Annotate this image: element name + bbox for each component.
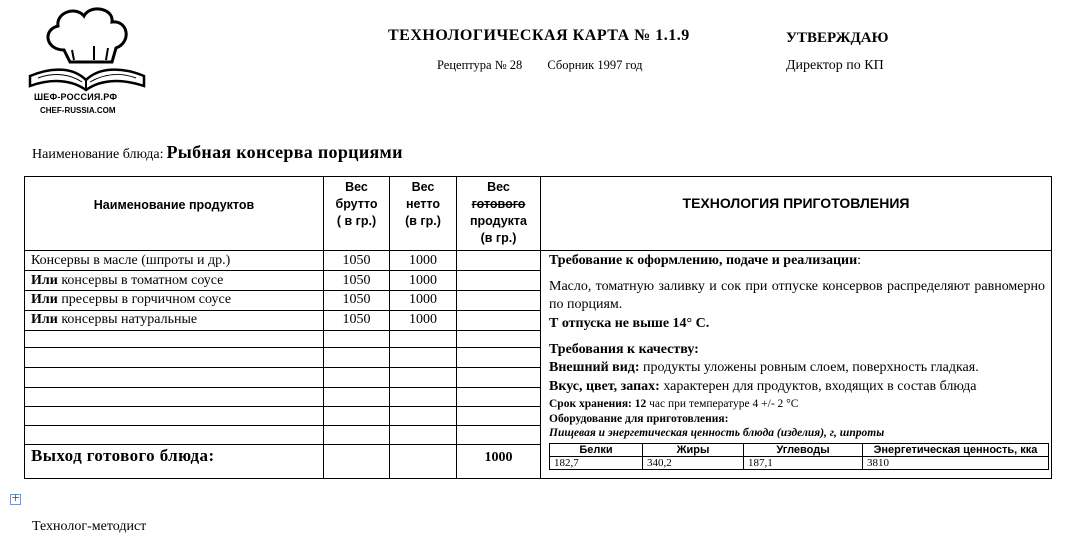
appearance-text: продукты уложены ровным слоем, поверхность гладкая. (639, 360, 979, 375)
document-title: ТЕХНОЛОГИЧЕСКАЯ КАРТА № 1.1.9 (388, 27, 690, 44)
col-ready-line1: Вес (487, 180, 510, 194)
col-netto-line2: нетто (405, 197, 441, 211)
col-brutto-line2: брутто (335, 197, 378, 211)
recipe-source (437, 58, 665, 73)
nutrition-energy-header: Энергетическая ценность, кка (863, 444, 1049, 457)
taste-label: Вкус, цвет, запах: (549, 379, 660, 394)
taste-text: характерен для продуктов, входящих в состав блюда (659, 379, 977, 394)
serving-title-text: Требование к оформлению, подаче и реализации (549, 253, 858, 268)
nutrition-table (549, 443, 1049, 470)
nutrition-values-row (550, 457, 1049, 470)
nutrition-protein-header: Белки (550, 444, 643, 457)
table-row-product-4 (31, 311, 197, 329)
quality-title: Требования к качеству: (549, 342, 699, 357)
storage-label: Срок хранения: 12 (549, 398, 647, 410)
row-prefix: Или (31, 312, 58, 327)
table-row-product-1 (31, 252, 230, 270)
col-product-header: Наименование продуктов (93, 198, 255, 212)
appearance-label: Внешний вид: (549, 360, 640, 375)
logo-site-com: CHEF-RUSSIA.COM (40, 106, 116, 115)
storage-text: час при температуре 4 +/- 2 °С (646, 398, 799, 410)
row-product-text: пресервы в горчичном соусе (57, 292, 232, 307)
nutrition-title: Пищевая и энергетическая ценность блюда (изделия), г, шпроты (549, 427, 885, 439)
approve-label: УТВЕРЖДАЮ (786, 30, 889, 46)
equipment-line: Оборудование для приготовления: (549, 413, 729, 425)
serving-requirements-title (549, 252, 1045, 270)
dish-line (32, 142, 403, 163)
col-brutto-line3: ( в гр.) (336, 214, 377, 228)
chef-russia-logo (24, 6, 148, 118)
row-2-brutto: 1050 (342, 273, 371, 288)
logo-site-ru: ШЕФ-РОССИЯ.РФ (34, 92, 118, 102)
table-row-product-3 (31, 291, 231, 309)
row-product-text: Консервы в масле (шпроты и др.) (31, 253, 231, 268)
chef-hat-book-icon (24, 6, 148, 96)
recipe-number: Рецептура № 28 (437, 58, 523, 72)
nutrition-protein-value: 182,7 (550, 457, 643, 470)
row-3-brutto: 1050 (342, 292, 371, 307)
col-brutto-line1: Вес (345, 180, 368, 194)
output-label: Выход готового блюда: (31, 446, 215, 465)
row-product-text: консервы натуральные (57, 312, 198, 327)
col-netto-line1: Вес (411, 180, 435, 194)
taste-line (549, 378, 1045, 396)
storage-line (549, 397, 1045, 411)
col-tech-header: ТЕХНОЛОГИЯ ПРИГОТОВЛЕНИЯ (682, 195, 910, 211)
nutrition-header-row (550, 444, 1049, 457)
col-netto-line3: (в гр.) (405, 214, 441, 228)
serving-temperature: Т отпуска не выше 14° С. (549, 316, 710, 331)
col-ready-line4: (в гр.) (480, 231, 517, 245)
nutrition-fat-value: 340,2 (643, 457, 744, 470)
dish-name: Рыбная консерва порциями (166, 142, 403, 162)
col-ready-line3: продукта (469, 214, 528, 228)
row-1-brutto: 1050 (342, 253, 371, 268)
table-move-handle-icon[interactable] (10, 494, 21, 505)
nutrition-energy-value: 3810 (863, 457, 1049, 470)
signature-technologist: Технолог-методист (32, 519, 147, 534)
serving-title-colon: : (857, 253, 862, 268)
appearance-line (549, 359, 1045, 377)
nutrition-carbs-value: 187,1 (744, 457, 863, 470)
table-row-product-2 (31, 272, 223, 290)
output-value: 1000 (484, 450, 513, 465)
row-4-brutto: 1050 (342, 312, 371, 327)
col-brutto-header (324, 179, 389, 230)
row-1-netto: 1000 (409, 253, 437, 268)
serving-text: Масло, томатную заливку и сок при отпуске консервов распределяют равномерно по порциям. (549, 279, 1045, 312)
collection-year: Сборник 1997 год (547, 58, 643, 72)
col-netto-header (390, 179, 456, 230)
col-ready-line2: готового (471, 197, 526, 211)
row-product-text: консервы в томатном соусе (57, 273, 224, 288)
row-prefix: Или (31, 273, 58, 288)
row-2-netto: 1000 (409, 273, 437, 288)
row-3-netto: 1000 (409, 292, 437, 307)
dish-label: Наименование блюда: (32, 147, 164, 162)
row-prefix: Или (31, 292, 58, 307)
director-label: Директор по КП (786, 58, 884, 73)
nutrition-carbs-header: Углеводы (744, 444, 863, 457)
row-4-netto: 1000 (409, 312, 437, 327)
col-ready-header (457, 179, 540, 247)
nutrition-fat-header: Жиры (643, 444, 744, 457)
